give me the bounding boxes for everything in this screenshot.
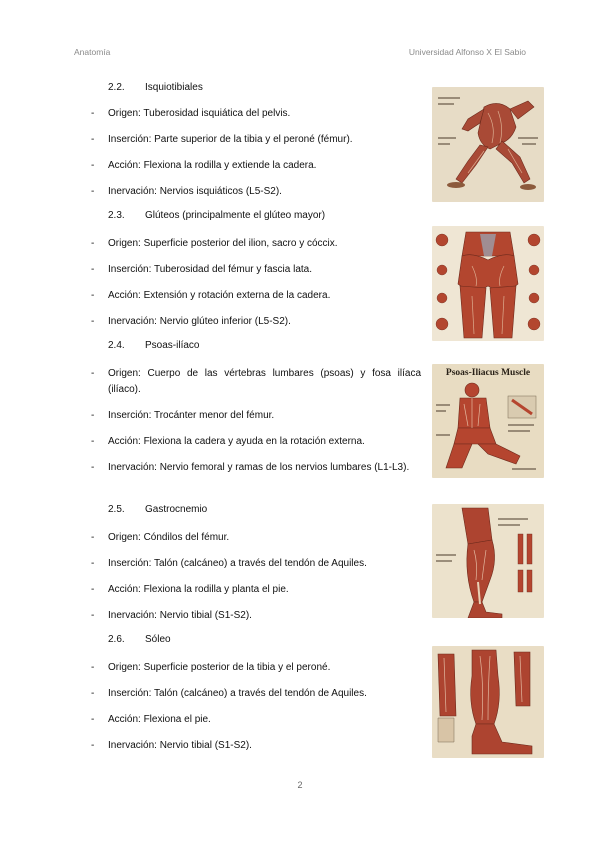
bullet: - [91,238,95,249]
section-number: 2.5. [108,504,125,515]
list-item-text: Inserción: Parte superior de la tibia y el peroné (fémur). [108,134,353,145]
section-heading [108,634,171,645]
list-item [91,132,421,148]
bullet: - [91,134,95,145]
header-right: Universidad Alfonso X El Sabio [408,47,526,57]
section-title: Gastrocnemio [145,504,208,515]
bullet: - [91,316,95,327]
list-item [91,236,421,252]
list-item [91,686,421,702]
list-item [91,158,421,174]
list-item [91,314,421,330]
bullet: - [91,462,95,473]
list-item [91,262,421,278]
bullet: - [91,558,95,569]
list-item-text: Inervación: Nervio tibial (S1-S2). [108,610,252,621]
section-heading [108,82,203,93]
list-item-text: Inervación: Nervios isquiáticos (L5-S2). [108,186,282,197]
gluteus-illustration [432,226,544,341]
list-item [91,582,421,598]
psoas-caption: Psoas-Iliacus Muscle [445,368,531,378]
bullet: - [91,714,95,725]
bullet: - [91,186,95,197]
gastrocnemius-illustration [432,504,544,618]
list-item-text: Inserción: Talón (calcáneo) a través del tendón de Aquiles. [108,688,367,699]
list-item-text: Origen: Cuerpo de las vértebras lumbares (psoas) y fosa ilíaca (ilíaco). [108,368,421,395]
list-item [91,366,421,398]
list-item [91,106,421,122]
section-number: 2.6. [108,634,125,645]
list-item-text: Acción: Extensión y rotación externa de la cadera. [108,290,331,301]
list-item [91,738,421,754]
bullet: - [91,160,95,171]
hamstrings-illustration [432,87,544,202]
list-item [91,288,421,304]
section-heading [108,210,325,221]
list-item-text: Inserción: Talón (calcáneo) a través del tendón de Aquiles. [108,558,367,569]
list-item-text: Inserción: Trocánter menor del fémur. [108,410,275,421]
list-item [91,712,421,728]
list-item-text: Acción: Flexiona la rodilla y extiende la cadera. [108,160,317,171]
bullet: - [91,740,95,751]
list-item-text: Inervación: Nervio glúteo inferior (L5-S2). [108,316,291,327]
section-number: 2.2. [108,82,125,93]
list-item-text: Acción: Flexiona el pie. [108,714,211,725]
list-item-text: Origen: Cóndilos del fémur. [108,532,230,543]
section-number: 2.4. [108,340,125,351]
list-item-text: Acción: Flexiona la rodilla y planta el pie. [108,584,289,595]
bullet: - [91,290,95,301]
bullet: - [91,264,95,275]
bullet: - [91,584,95,595]
section-title: Glúteos (principalmente el glúteo mayor) [145,210,326,221]
soleus-illustration [432,646,544,758]
list-item-text: Inserción: Tuberosidad del fémur y fascia lata. [108,264,312,275]
header-left: Anatomía [74,47,111,57]
section-title: Psoas-ilíaco [145,340,200,351]
section-heading [108,340,199,351]
list-item [91,556,421,572]
bullet: - [91,108,95,119]
bullet: - [91,532,95,543]
section-number: 2.3. [108,210,125,221]
list-item [91,530,421,546]
list-item-text: Inervación: Nervio femoral y ramas de los nervios lumbares (L1-L3). [108,462,410,473]
list-item-text: Origen: Superficie posterior del ilion, sacro y cóccix. [108,238,338,249]
bullet: - [91,688,95,699]
list-item-text: Origen: Superficie posterior de la tibia y el peroné. [108,662,331,673]
list-item [91,184,421,200]
bullet: - [91,410,95,421]
page-number: 2 [297,780,303,790]
psoas-iliacus-illustration [432,364,544,478]
list-item-text: Acción: Flexiona la cadera y ayuda en la rotación externa. [108,436,365,447]
list-item [91,460,421,476]
list-item-text: Origen: Tuberosidad isquiática del pelvis. [108,108,291,119]
bullet: - [91,610,95,621]
bullet: - [91,368,95,379]
list-item [91,408,421,424]
section-heading [108,504,207,515]
bullet: - [91,662,95,673]
list-item [91,434,421,450]
section-title: Isquiotibiales [145,82,203,93]
list-item-text: Inervación: Nervio tibial (S1-S2). [108,740,252,751]
list-item [91,608,421,624]
list-item [91,660,421,676]
bullet: - [91,436,95,447]
section-title: Sóleo [145,634,171,645]
